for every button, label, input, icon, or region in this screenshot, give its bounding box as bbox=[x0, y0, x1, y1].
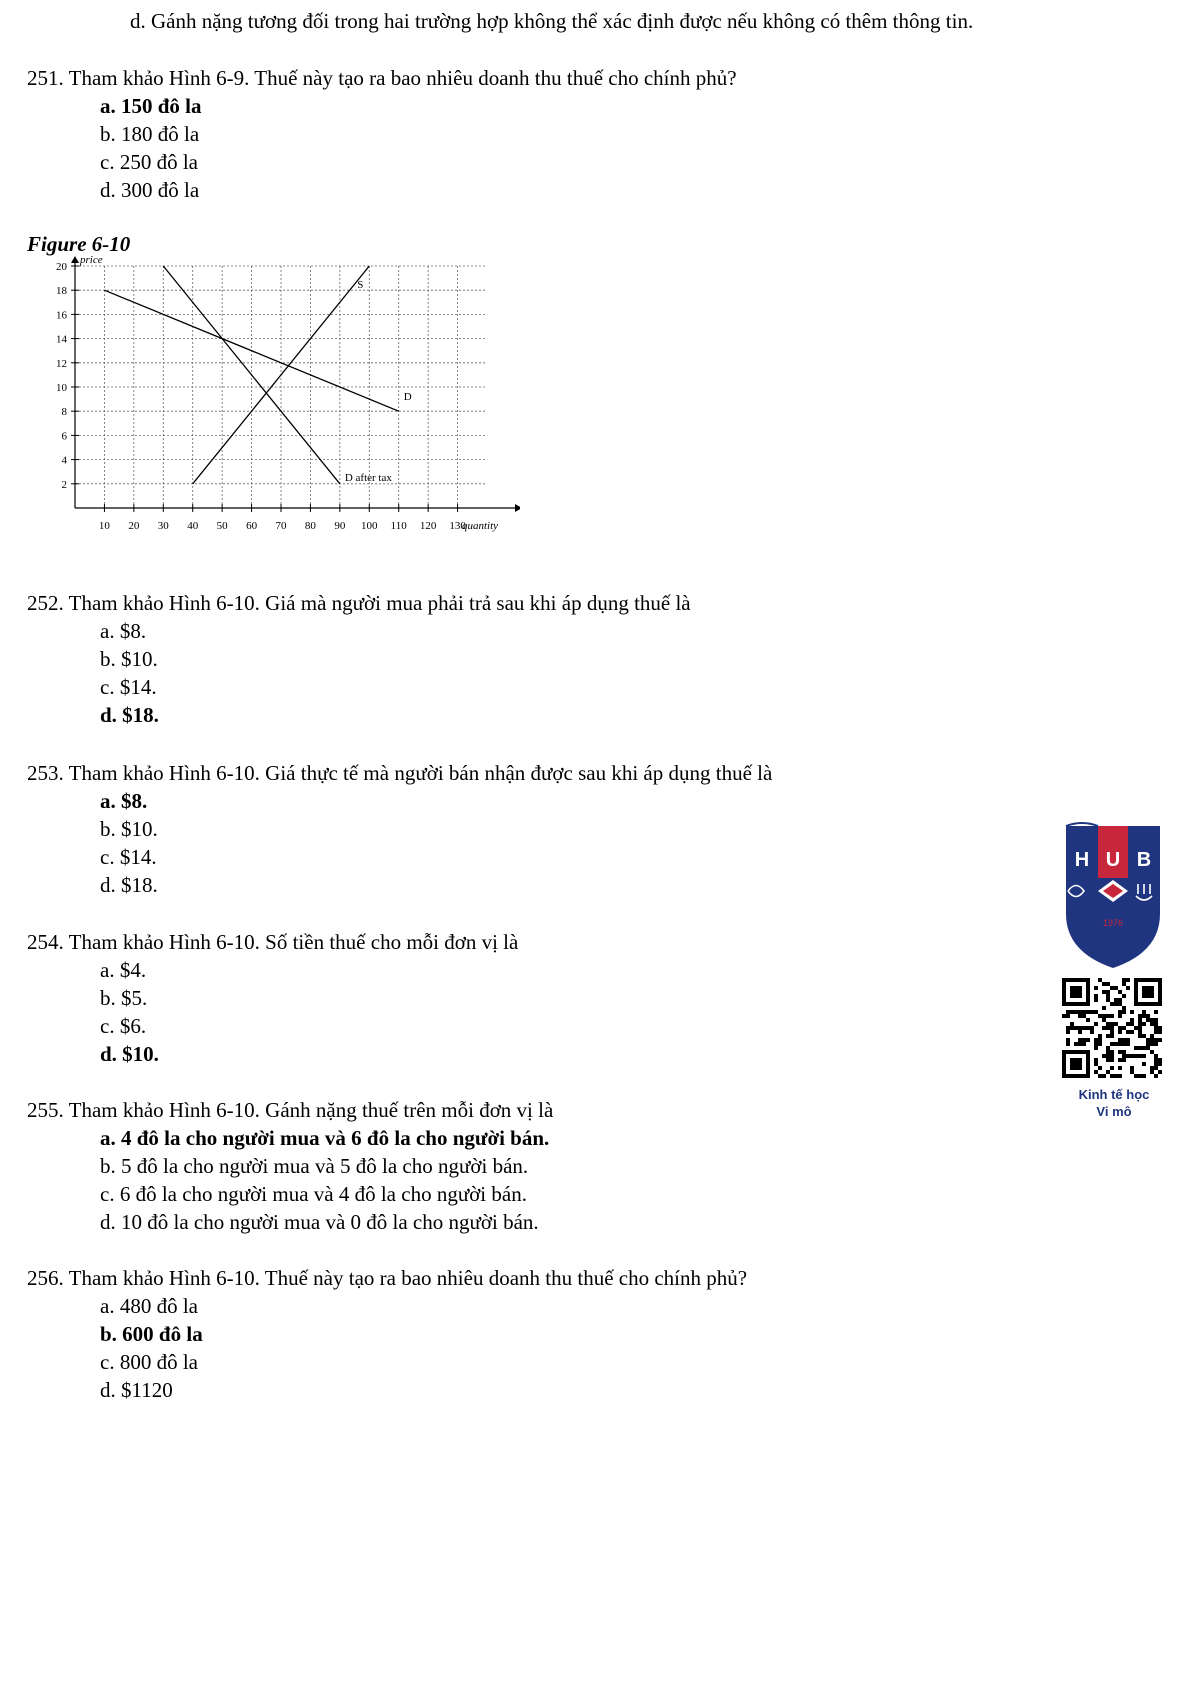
previous-option-d: d. Gánh nặng tương đối trong hai trường hợp không thể xác định được nếu không có thêm thông tin. bbox=[130, 9, 974, 33]
question-251: 251. Tham khảo Hình 6-9. Thuế này tạo ra bao nhiêu doanh thu thuế cho chính phủ? bbox=[27, 66, 737, 90]
qr-code[interactable] bbox=[1062, 978, 1162, 1078]
q256-option-b: b. 600 đô la bbox=[100, 1322, 203, 1346]
q254-option-c: c. $6. bbox=[100, 1014, 147, 1038]
q252-option-d: d. $18. bbox=[100, 703, 159, 727]
q254-option-b: b. $5. bbox=[100, 986, 148, 1010]
q255-option-c: c. 6 đô la cho người mua và 4 đô la cho người bán. bbox=[100, 1182, 527, 1206]
x-tick-label: 90 bbox=[334, 520, 346, 532]
x-tick-label: 120 bbox=[419, 520, 437, 532]
supply-demand-chart bbox=[40, 255, 520, 565]
logo-letter-u: U bbox=[1105, 849, 1121, 871]
q251-option-d: d. 300 đô la bbox=[100, 178, 200, 202]
y-tick-label: 2 bbox=[61, 478, 67, 491]
figure-title: Figure 6-10 bbox=[27, 232, 131, 256]
y-tick-label: 16 bbox=[56, 309, 67, 322]
question-256: 256. Tham khảo Hình 6-10. Thuế này tạo ra bao nhiêu doanh thu thuế cho chính phủ? bbox=[27, 1266, 748, 1290]
y-tick-label: 12 bbox=[56, 357, 67, 370]
x-tick-label: 110 bbox=[390, 520, 407, 532]
q252-option-b: b. $10. bbox=[100, 647, 158, 671]
logo-caption-subject: Vi mô bbox=[1096, 1104, 1132, 1119]
q255-option-d: d. 10 đô la cho người mua và 0 đô la cho người bán. bbox=[100, 1210, 539, 1234]
q251-option-c: c. 250 đô la bbox=[100, 150, 198, 174]
x-tick-label: 40 bbox=[187, 520, 199, 532]
q252-option-a: a. $8. bbox=[100, 619, 147, 643]
y-tick-label: 14 bbox=[56, 333, 67, 346]
x-tick-label: 20 bbox=[128, 520, 140, 532]
series-line-d bbox=[104, 290, 398, 411]
q255-option-b: b. 5 đô la cho người mua và 5 đô la cho người bán. bbox=[100, 1154, 529, 1178]
x-tick-label: 80 bbox=[304, 520, 316, 532]
y-tick-label: 4 bbox=[61, 454, 67, 467]
question-254: 254. Tham khảo Hình 6-10. Số tiền thuế cho mỗi đơn vị là bbox=[27, 930, 519, 954]
x-tick-label: 70 bbox=[275, 520, 287, 532]
q252-option-c: c. $14. bbox=[100, 675, 157, 699]
q253-option-a: a. $8. bbox=[100, 789, 148, 813]
hub-logo bbox=[1062, 822, 1164, 972]
y-axis-arrow bbox=[71, 256, 79, 263]
y-tick-label: 6 bbox=[61, 430, 67, 443]
q251-option-a: a. 150 đô la bbox=[100, 94, 202, 118]
y-tick-label: 8 bbox=[61, 406, 67, 419]
x-axis-arrow bbox=[515, 504, 520, 512]
q253-option-c: c. $14. bbox=[100, 845, 157, 869]
q251-option-b: b. 180 đô la bbox=[100, 122, 200, 146]
question-255: 255. Tham khảo Hình 6-10. Gánh nặng thuế trên mỗi đơn vị là bbox=[27, 1098, 554, 1122]
question-253: 253. Tham khảo Hình 6-10. Giá thực tế mà người bán nhận được sau khi áp dụng thuế là bbox=[27, 761, 773, 785]
question-252: 252. Tham khảo Hình 6-10. Giá mà người mua phải trả sau khi áp dụng thuế là bbox=[27, 591, 691, 615]
x-tick-label: 130 bbox=[449, 520, 466, 532]
q254-option-d: d. $10. bbox=[100, 1042, 159, 1066]
logo-year: 1976 bbox=[1102, 918, 1124, 928]
logo-letter-b: B bbox=[1136, 849, 1152, 871]
q256-option-a: a. 480 đô la bbox=[100, 1294, 198, 1318]
logo-letter-h: H bbox=[1074, 849, 1090, 871]
logo-caption-course: Kinh tế học bbox=[1078, 1087, 1150, 1102]
series-label-s: S bbox=[357, 278, 364, 291]
x-tick-label: 10 bbox=[98, 520, 110, 532]
series-label-d-after-tax: D after tax bbox=[344, 471, 392, 484]
x-tick-label: 50 bbox=[216, 520, 228, 532]
q256-option-d: d. $1120 bbox=[100, 1378, 173, 1402]
x-tick-label: 30 bbox=[157, 520, 169, 532]
y-tick-label: 10 bbox=[56, 382, 67, 394]
x-tick-label: 100 bbox=[361, 520, 378, 532]
y-tick-label: 18 bbox=[56, 285, 67, 298]
q255-option-a: a. 4 đô la cho người mua và 6 đô la cho người bán. bbox=[100, 1126, 550, 1150]
x-tick-label: 60 bbox=[246, 520, 258, 532]
q253-option-d: d. $18. bbox=[100, 873, 158, 897]
series-label-d: D bbox=[403, 391, 412, 404]
q256-option-c: c. 800 đô la bbox=[100, 1350, 198, 1374]
q253-option-b: b. $10. bbox=[100, 817, 158, 841]
x-axis-label: quantity bbox=[462, 520, 499, 532]
q254-option-a: a. $4. bbox=[100, 958, 147, 982]
y-axis-label: price bbox=[80, 255, 103, 266]
y-tick-label: 20 bbox=[56, 261, 67, 273]
